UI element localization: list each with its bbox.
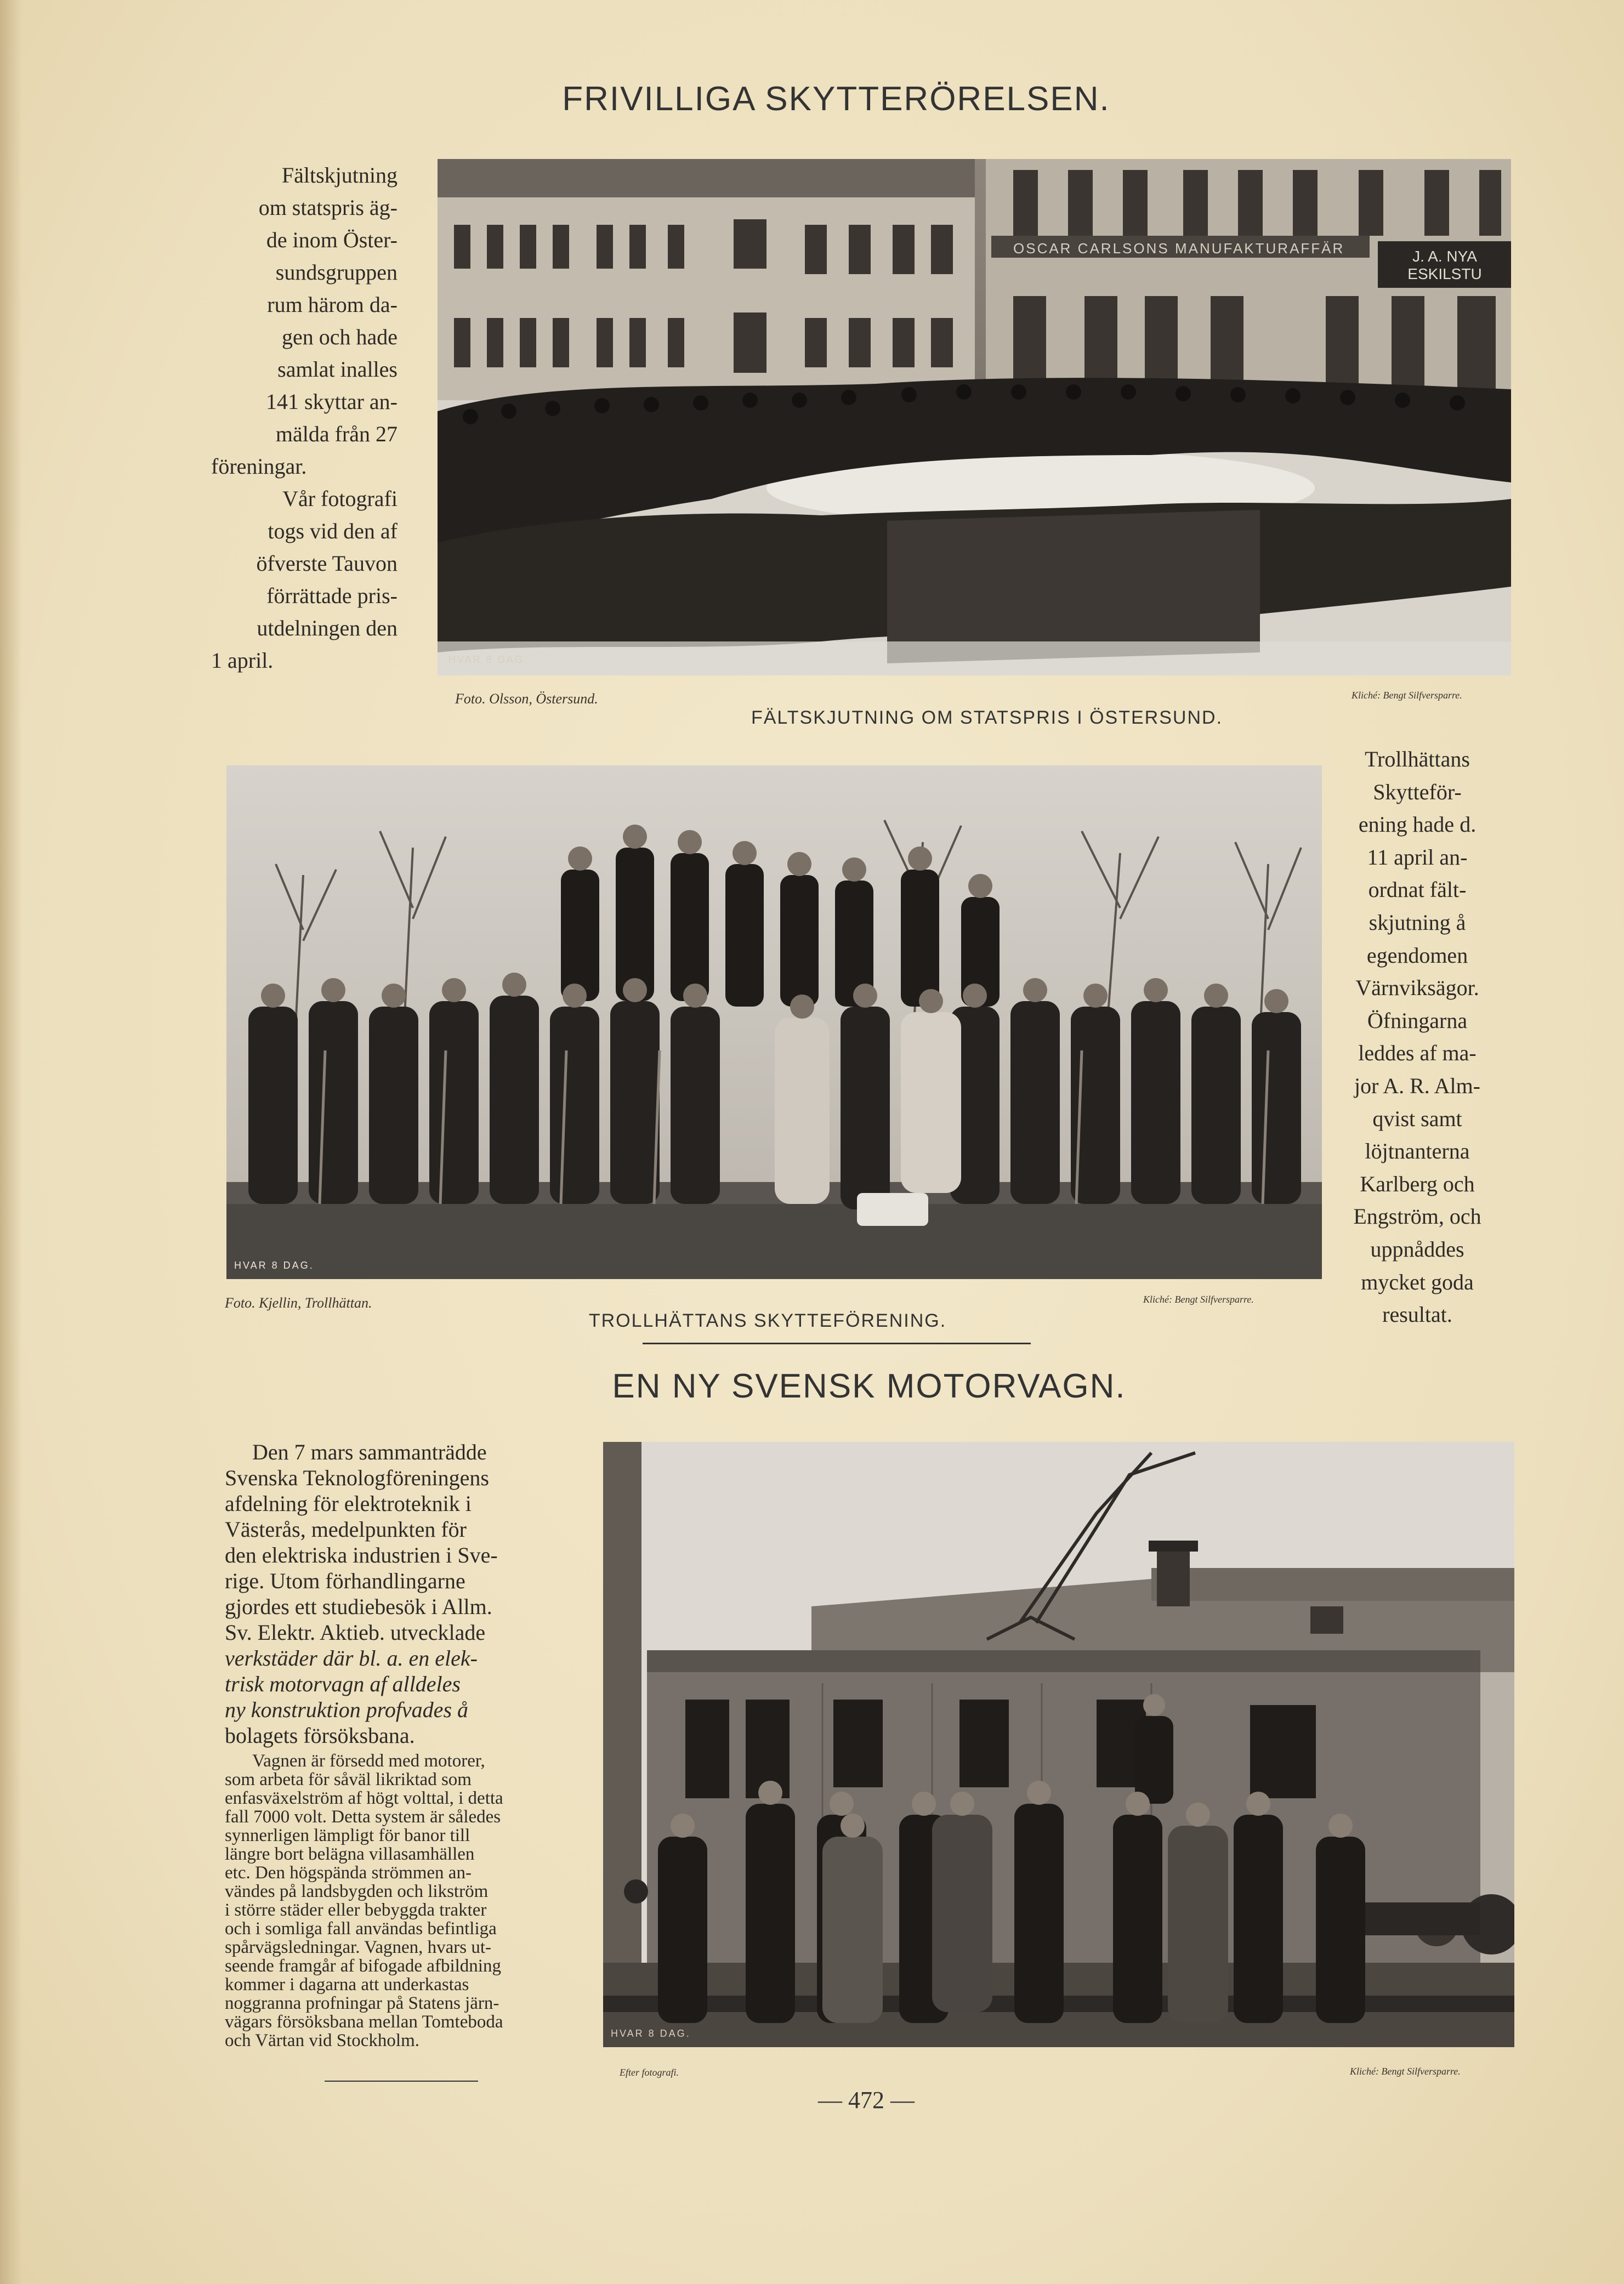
text-line: togs vid den af	[268, 519, 398, 543]
text-line: bolagets försöksbana.	[225, 1723, 415, 1748]
text-line: föreningar.	[211, 454, 307, 479]
text-line: mycket goda	[1361, 1269, 1474, 1294]
photo-ostersund-crowd	[438, 159, 1511, 675]
photo-motorvagn	[603, 1442, 1514, 2047]
text-line: vägars försöksbana mellan Tomteboda	[225, 2012, 503, 2032]
building-sign: OSCAR CARLSONS MANUFAKTURAFFÄR	[1013, 240, 1345, 257]
text-line: Trollhättans	[1365, 747, 1470, 771]
text-line: de inom Öster-	[266, 228, 398, 252]
text-line: trisk motorvagn af alldeles	[225, 1672, 461, 1696]
text-line: qvist samt	[1372, 1106, 1462, 1131]
text-line: verkstäder där bl. a. en elek-	[225, 1646, 478, 1671]
text-line: enfasväxelström af högt volttal, i detta	[225, 1788, 503, 1808]
text-line: Västerås, medelpunkten för	[225, 1517, 467, 1542]
photo-credit: Foto. Olsson, Östersund.	[455, 691, 598, 707]
text-line: spårvägsledningar. Vagnen, hvars ut-	[225, 1938, 492, 1957]
text-line: uppnåddes	[1370, 1236, 1464, 1262]
text-line: ny konstruktion profvades å	[225, 1697, 469, 1722]
photo-caption: FÄLTSKJUTNING OM STATSPRIS I ÖSTERSUND.	[751, 707, 1223, 728]
text-line: jor A. R. Alm-	[1354, 1073, 1481, 1098]
text-line: kommer i dagarna att underkastas	[225, 1975, 469, 1995]
photo-watermark: HVAR 8 DAG.	[234, 1260, 314, 1271]
text-line: Vagnen är försedd med motorer,	[252, 1751, 485, 1771]
text-line: seende framgår af bifogade afbildning	[225, 1956, 501, 1976]
corner-sign: J. A. NYA ESKILSTU	[1407, 248, 1482, 282]
article3-body	[225, 1752, 576, 2050]
page-edge-shadow	[0, 0, 22, 2284]
text-line: och Värtan vid Stockholm.	[225, 2031, 420, 2050]
photo-caption: TROLLHÄTTANS SKYTTEFÖRENING.	[588, 1310, 947, 1331]
photo-credit: Efter fotografi.	[620, 2067, 679, 2078]
text-line: rum härom da-	[267, 292, 398, 317]
text-line: vändes på landsbygden och likström	[225, 1882, 489, 1901]
photo-illustration	[603, 1442, 1514, 2047]
cliche-credit: Kliché: Bengt Silfversparre.	[1143, 1294, 1254, 1305]
text-line: 1 april.	[211, 648, 274, 673]
text-line: som arbeta för såväl likriktad som	[225, 1770, 472, 1789]
text-line: rige. Utom förhandlingarne	[225, 1569, 465, 1593]
photo-illustration	[438, 159, 1511, 675]
text-line: 11 april an-	[1367, 844, 1468, 870]
text-line: gjordes ett studiebesök i Allm.	[225, 1594, 492, 1619]
text-line: synnerligen lämpligt för banor till	[225, 1826, 470, 1845]
photo-watermark: HVAR 8 DAG.	[611, 2028, 691, 2039]
page-number: — 472 —	[818, 2087, 915, 2113]
text-line: Värnviksägor.	[1355, 975, 1479, 1001]
text-line: i större städer eller bebyggda trakter	[225, 1900, 487, 1920]
text-line: samlat inalles	[277, 357, 398, 382]
photo-watermark: HVAR 8 DAG.	[448, 654, 529, 665]
text-line: Skytteför-	[1373, 779, 1462, 804]
text-line: Fältskjutning	[281, 163, 398, 188]
text-line: etc. Den högspända strömmen an-	[225, 1863, 472, 1883]
article3-lead	[225, 1439, 576, 1748]
text-line: fall 7000 volt. Detta system är således	[225, 1807, 501, 1827]
article1-text	[211, 159, 398, 677]
text-line: Engström, och	[1353, 1204, 1481, 1229]
text-line: Karlberg och	[1360, 1171, 1475, 1196]
divider-rule	[325, 2081, 478, 2082]
text-line: Öfningarna	[1367, 1008, 1468, 1033]
photo-illustration	[226, 765, 1322, 1279]
text-line: utdelningen den	[257, 616, 398, 640]
text-line: afdelning för elektroteknik i	[225, 1491, 472, 1516]
text-line: om statspris äg-	[258, 195, 398, 220]
text-line: Sv. Elektr. Aktieb. utvecklade	[225, 1620, 486, 1645]
text-line: gen och hade	[281, 325, 398, 349]
text-line: noggranna profningar på Statens järn-	[225, 1993, 499, 2013]
text-line: 141 skyttar an-	[266, 389, 398, 414]
divider-rule	[643, 1343, 1031, 1344]
text-line: egendomen	[1366, 942, 1468, 968]
photo-credit: Foto. Kjellin, Trollhättan.	[225, 1295, 372, 1311]
text-line: skjutning å	[1369, 910, 1466, 935]
text-line: förrättade pris-	[266, 583, 398, 608]
text-line: den elektriska industrien i Sve-	[225, 1543, 498, 1567]
section-title: FRIVILLIGA SKYTTERÖRELSEN.	[562, 80, 1110, 118]
text-line: Svenska Teknologföreningens	[225, 1465, 489, 1490]
text-line: resultat.	[1382, 1302, 1452, 1327]
article2-text	[1330, 743, 1505, 1331]
cliche-credit: Kliché: Bengt Silfversparre.	[1350, 2066, 1461, 2077]
text-line: sundsgruppen	[275, 260, 398, 285]
photo-trollhattan-group	[226, 765, 1322, 1279]
text-line: ordnat fält-	[1368, 877, 1467, 902]
text-line: öfverste Tauvon	[256, 551, 398, 576]
text-line: löjtnanterna	[1365, 1139, 1470, 1164]
text-line: längre bort belägna villasamhällen	[225, 1844, 475, 1864]
text-line: ening hade d.	[1358, 812, 1477, 837]
text-line: och i somliga fall användas befintliga	[225, 1919, 497, 1939]
text-line: Vår fotografi	[282, 486, 398, 511]
cliche-credit: Kliché: Bengt Silfversparre.	[1352, 690, 1462, 701]
article3-title: EN NY SVENSK MOTORVAGN.	[612, 1367, 1126, 1405]
text-line: mälda från 27	[275, 422, 398, 446]
text-line: Den 7 mars sammanträdde	[252, 1440, 487, 1464]
text-line: leddes af ma-	[1358, 1041, 1477, 1066]
